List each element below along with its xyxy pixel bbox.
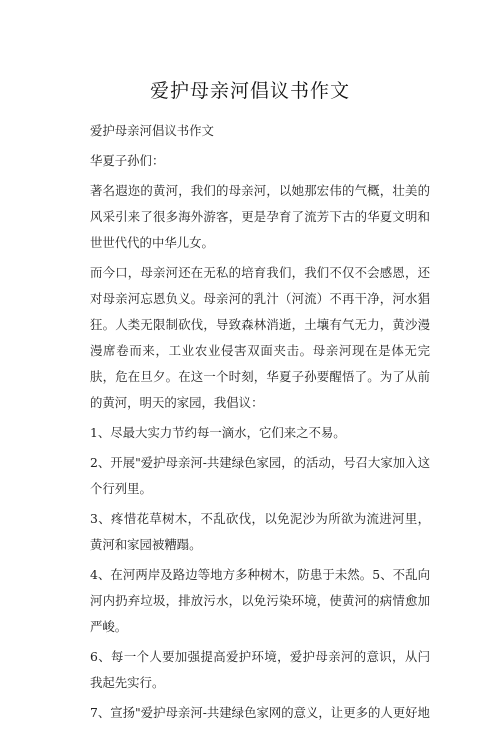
document-body bbox=[90, 118, 430, 730]
body-paragraph: 而今口，母亲河还在无私的培育我们，我们不仅不会感恩，还对母亲河忘恩负义。母亲河的乳汁（河流）不再干净，河水猖狂。人类无限制砍伐，导致森林消逝，土壤有气无力，黄沙漫漫席卷而来，工业农业侵害双面夹击。母亲河现在是体无完肤，危在旦夕。在这一个时刻，华夏子孙要醒悟了。为了从前的黄河，明天的家园，我倡议： bbox=[90, 265, 430, 410]
body-paragraph: 著名遐迩的黄河，我们的母亲河，以她那宏伟的气概，壮美的风采引来了很多海外游客，更是孕育了流芳下古的华夏文明和世世代代的中华儿女。 bbox=[90, 183, 430, 250]
salutation-paragraph: 华夏子孙们： bbox=[90, 153, 165, 168]
proposal-item: 3、疼惜花草树木，不乱砍伐，以免泥沙为所欲为流进河里，黄河和家园被糟蹋。 bbox=[90, 511, 430, 552]
proposal-item: 4、在河两岸及路边等地方多种树木，防患于未然。5、不乱向河内扔弃垃圾，排放污水，以免污染环境，使黄河的病情愈加严峻。 bbox=[90, 567, 430, 634]
document-title: 爱护母亲河倡议书作文 bbox=[149, 80, 350, 102]
proposal-item: 6、每一个人要加强提高爱护环境，爱护母亲河的意识，从闩我起先实行。 bbox=[90, 649, 430, 690]
proposal-item: 1、尽最大实力节约每一滴水，它们来之不易。 bbox=[90, 425, 346, 440]
subtitle-paragraph: 爱护母亲河倡议书作文 bbox=[90, 123, 214, 138]
proposal-item: 2、开展"爱护母亲河-共建绿色家园，的活动，号召大家加入这个行列里。 bbox=[90, 455, 430, 496]
proposal-item: 7、宣扬"爱护母亲河-共建绿色家网的意义，让更多的人更好地 bbox=[90, 705, 430, 720]
